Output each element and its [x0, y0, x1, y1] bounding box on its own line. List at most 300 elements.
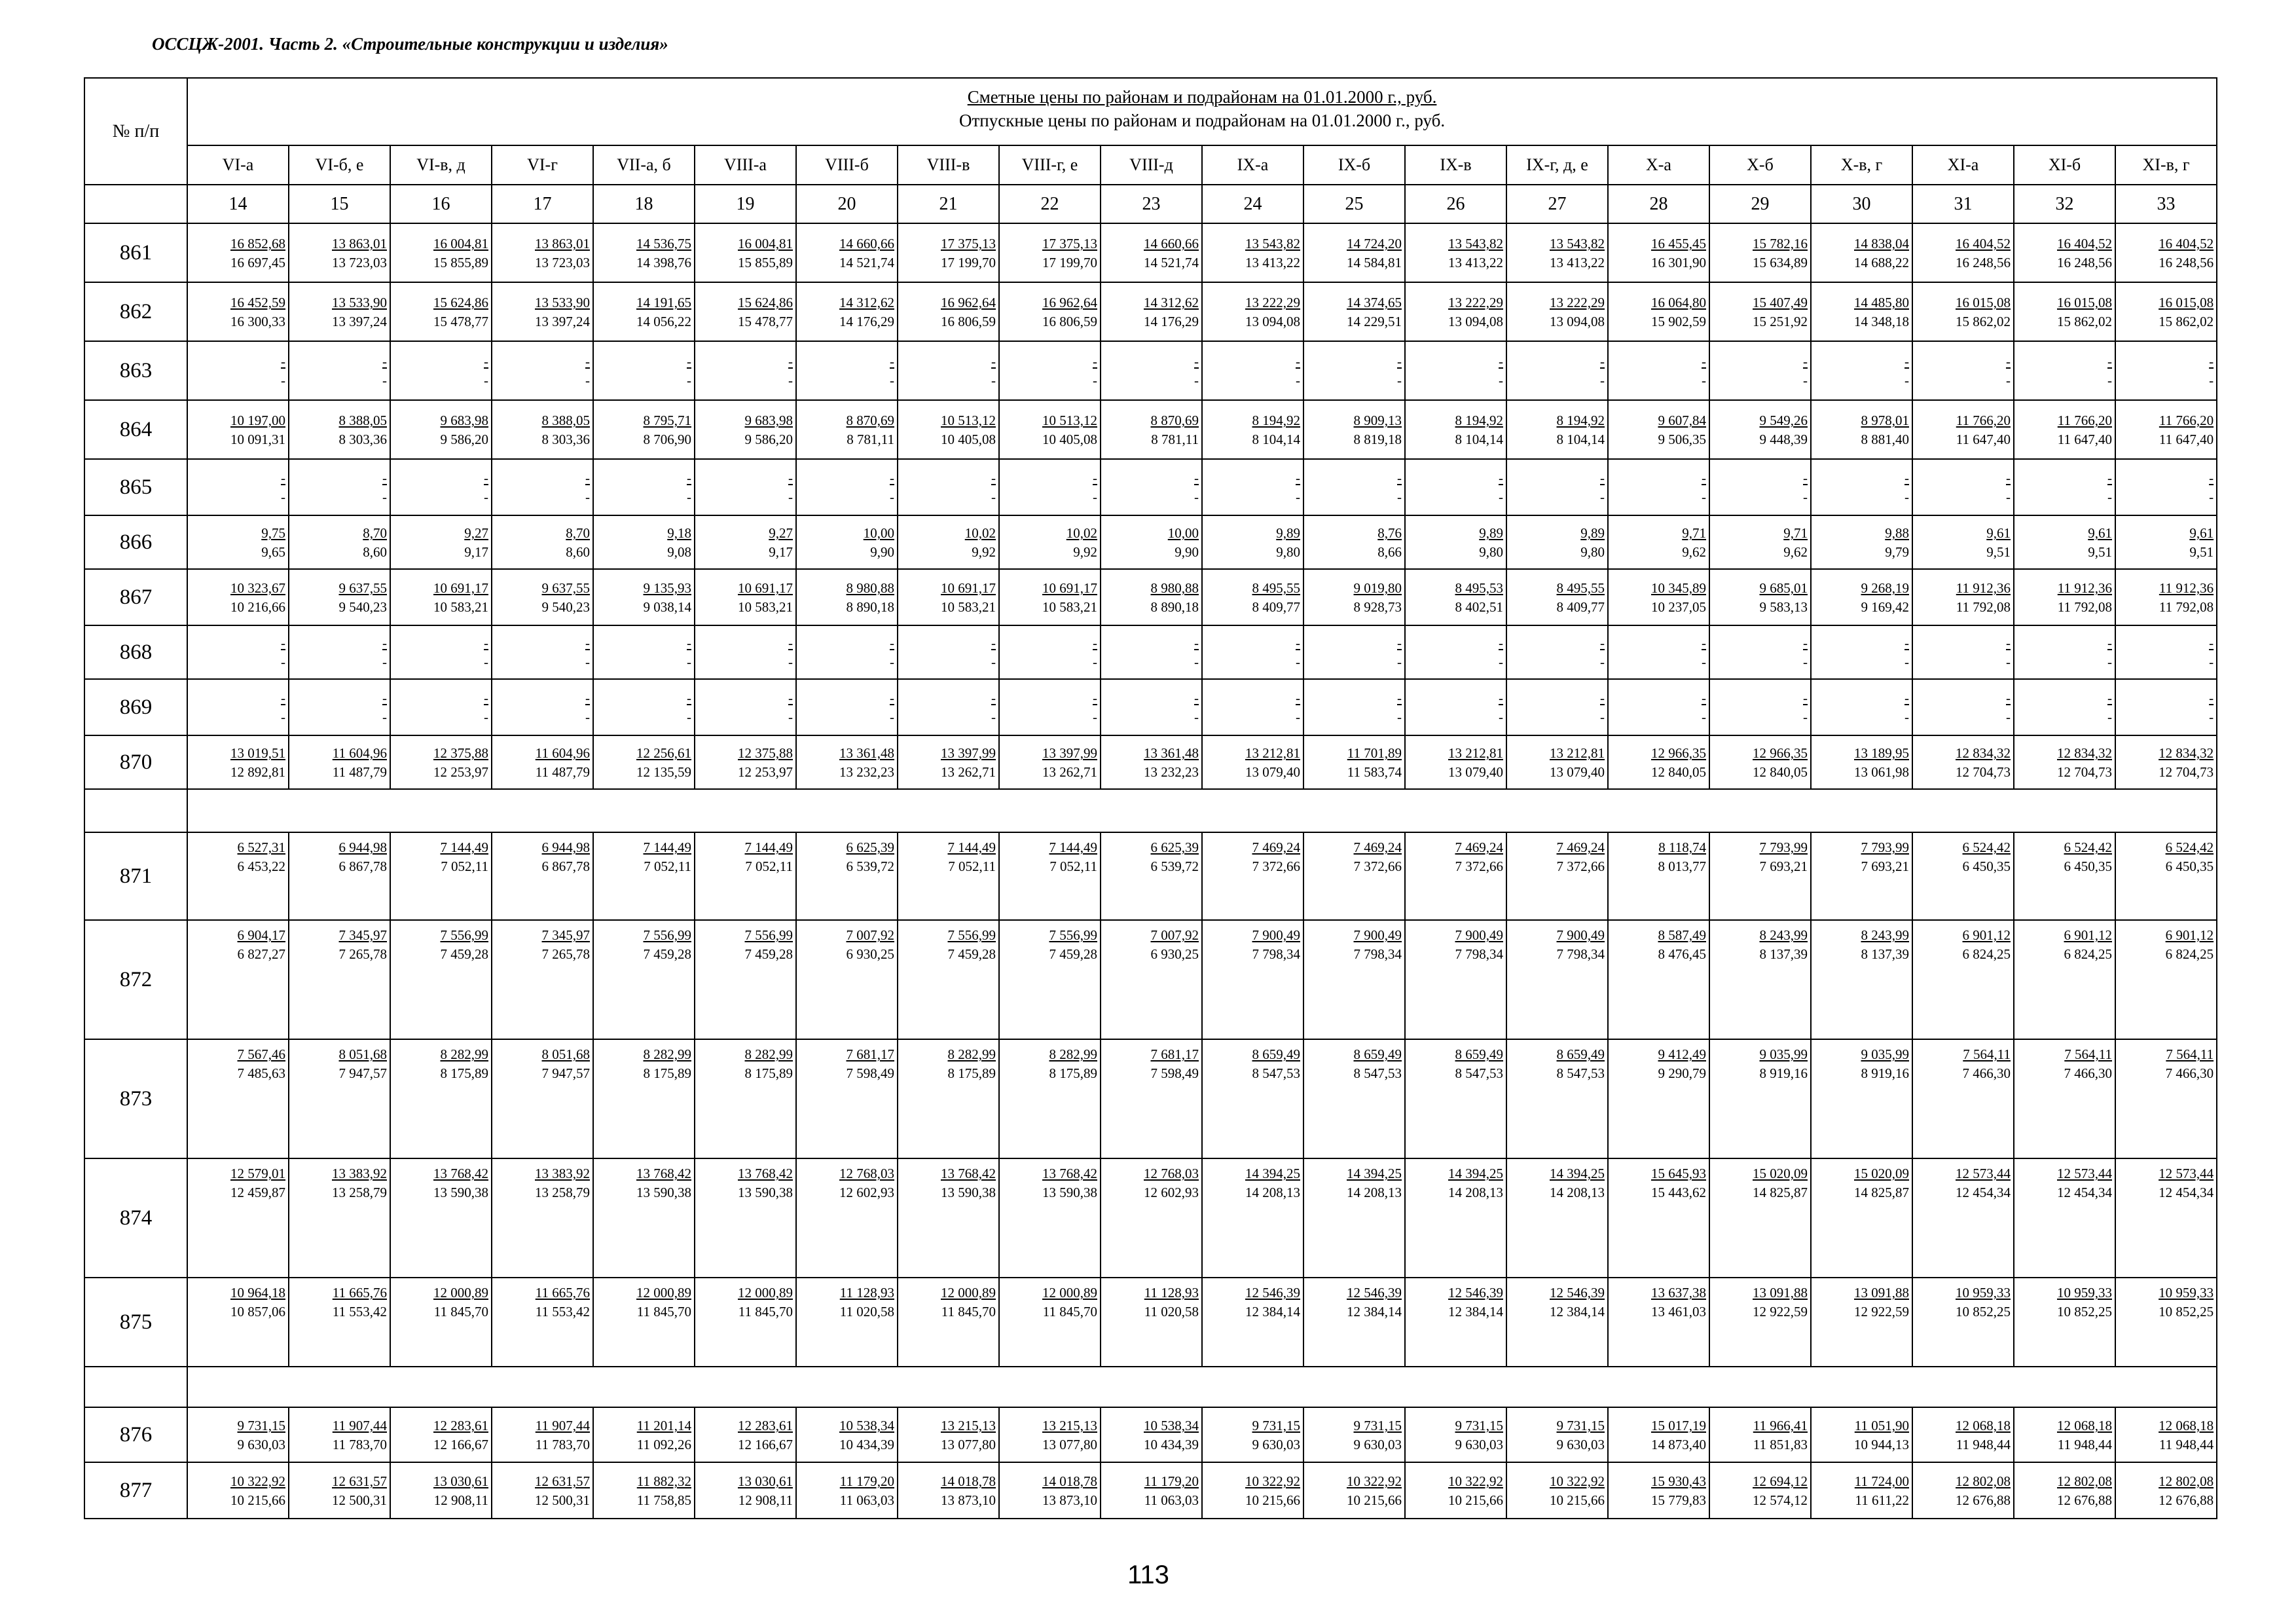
price-cell — [2115, 679, 2217, 735]
price-cell — [1709, 569, 1811, 625]
estimate-price: 12 768,03 — [839, 1166, 894, 1181]
column-number: 29 — [1709, 185, 1811, 223]
estimate-price: 8 282,99 — [440, 1046, 488, 1062]
release-price: - — [2209, 489, 2214, 505]
estimate-price: 7 564,11 — [2166, 1046, 2214, 1062]
price-cell — [1101, 625, 1202, 679]
estimate-price: - — [585, 635, 590, 651]
estimate-price: - — [890, 635, 894, 651]
release-price: 8 547,53 — [1353, 1065, 1402, 1081]
price-cell — [390, 223, 492, 282]
release-price: 7 466,30 — [1962, 1065, 2011, 1081]
release-price: - — [1397, 709, 1402, 725]
price-cell — [1101, 515, 1202, 569]
release-price: 11 647,40 — [2057, 432, 2112, 447]
price-cell — [593, 569, 695, 625]
price-cell — [593, 920, 695, 1039]
release-price: - — [382, 709, 387, 725]
release-price: 13 262,71 — [1042, 764, 1097, 780]
estimate-price: 8 978,01 — [1861, 413, 1909, 428]
price-cell — [492, 282, 593, 341]
release-price: 9 630,03 — [1252, 1437, 1300, 1452]
release-price: - — [1194, 654, 1199, 670]
price-cell — [1811, 515, 1912, 569]
estimate-price: 8 659,49 — [1455, 1046, 1503, 1062]
separator-cell — [187, 789, 2217, 832]
estimate-price: 13 212,81 — [1550, 745, 1605, 761]
release-price: 13 413,22 — [1245, 255, 1300, 270]
row-number: 872 — [84, 920, 187, 1039]
release-price: 9 630,03 — [1556, 1437, 1605, 1452]
column-number: 19 — [695, 185, 796, 223]
release-price: 6 539,72 — [1150, 858, 1199, 874]
price-cell — [593, 282, 695, 341]
price-cell — [390, 515, 492, 569]
price-cell — [593, 1278, 695, 1367]
estimate-price: 10 964,18 — [230, 1285, 285, 1301]
column-number: 20 — [796, 185, 898, 223]
region-header: VIII-г, е — [999, 145, 1101, 185]
price-cell — [695, 832, 796, 920]
release-price: 6 867,78 — [541, 858, 590, 874]
estimate-price: 13 397,99 — [1042, 745, 1097, 761]
release-price: 9 540,23 — [338, 599, 387, 615]
release-price: 10 405,08 — [1042, 432, 1097, 447]
release-price: - — [991, 373, 996, 388]
estimate-price: - — [1499, 470, 1503, 486]
release-price: 13 094,08 — [1245, 314, 1300, 329]
release-price: 13 873,10 — [941, 1492, 996, 1508]
price-cell — [1202, 400, 1303, 459]
release-price: 11 851,83 — [1753, 1437, 1808, 1452]
price-cell — [1405, 459, 1506, 515]
release-price: 8 919,16 — [1759, 1065, 1808, 1081]
price-cell — [1506, 1039, 1608, 1158]
estimate-price: 13 383,92 — [332, 1166, 387, 1181]
estimate-price: 8 980,88 — [1150, 580, 1199, 596]
estimate-price: 7 900,49 — [1252, 927, 1300, 943]
price-cell — [2014, 282, 2115, 341]
release-price: 12 454,34 — [2057, 1185, 2112, 1200]
price-cell — [1303, 459, 1405, 515]
release-price: - — [484, 709, 488, 725]
column-number: 23 — [1101, 185, 1202, 223]
price-cell — [593, 832, 695, 920]
price-cell — [2014, 625, 2115, 679]
estimate-price: 7 469,24 — [1353, 840, 1402, 855]
price-cell — [1811, 735, 1912, 789]
price-cell — [1608, 569, 1709, 625]
price-cell — [1608, 515, 1709, 569]
price-cell — [1405, 341, 1506, 400]
release-price: 15 855,89 — [738, 255, 793, 270]
estimate-price: - — [1093, 635, 1097, 651]
price-cell — [695, 569, 796, 625]
price-cell — [1202, 1462, 1303, 1519]
table-row — [84, 569, 2217, 625]
release-price: - — [1904, 654, 1909, 670]
price-cell — [796, 1158, 898, 1278]
estimate-price: 12 966,35 — [1753, 745, 1808, 761]
estimate-price: 10 691,17 — [1042, 580, 1097, 596]
estimate-price: 12 834,32 — [2159, 745, 2214, 761]
release-price: - — [281, 373, 285, 388]
release-price: 6 824,25 — [2064, 946, 2112, 962]
table-row — [84, 1407, 2217, 1462]
estimate-price: 9 268,19 — [1861, 580, 1909, 596]
price-cell — [999, 1158, 1101, 1278]
estimate-price: 9 685,01 — [1759, 580, 1808, 596]
release-price: 16 248,56 — [2057, 255, 2112, 270]
estimate-price: - — [382, 470, 387, 486]
price-cell — [695, 400, 796, 459]
release-price: 16 248,56 — [1956, 255, 2011, 270]
release-price: 9 540,23 — [541, 599, 590, 615]
estimate-price: 8,70 — [363, 525, 387, 541]
estimate-price: 13 361,48 — [1144, 745, 1199, 761]
release-price: 7 052,11 — [948, 858, 996, 874]
price-cell — [1202, 1278, 1303, 1367]
price-cell — [1101, 735, 1202, 789]
estimate-price: 16 015,08 — [2159, 295, 2214, 310]
column-number: 26 — [1405, 185, 1506, 223]
release-price: 13 590,38 — [941, 1185, 996, 1200]
table-row — [84, 1158, 2217, 1278]
estimate-price: 10,02 — [1066, 525, 1097, 541]
release-price: 10 216,66 — [230, 599, 285, 615]
release-price: 6 930,25 — [846, 946, 894, 962]
release-price: 12 253,97 — [738, 764, 793, 780]
estimate-price: 7 556,99 — [440, 927, 488, 943]
price-cell — [796, 282, 898, 341]
estimate-price: 7 793,99 — [1759, 840, 1808, 855]
estimate-price: 12 000,89 — [1042, 1285, 1097, 1301]
price-cell — [187, 735, 289, 789]
release-price: - — [890, 489, 894, 505]
price-cell — [1405, 223, 1506, 282]
price-cell — [492, 1407, 593, 1462]
estimate-price: 10 322,92 — [1448, 1473, 1503, 1489]
estimate-price: 13 637,38 — [1651, 1285, 1706, 1301]
price-cell — [1405, 400, 1506, 459]
release-price: - — [1600, 489, 1605, 505]
estimate-price: 6 901,12 — [2064, 927, 2112, 943]
price-cell — [796, 1407, 898, 1462]
estimate-price: 11 128,93 — [1144, 1285, 1199, 1301]
release-price: 8 104,14 — [1556, 432, 1605, 447]
estimate-price: - — [991, 470, 996, 486]
price-cell — [1202, 223, 1303, 282]
release-price: 9,79 — [1885, 544, 1909, 560]
release-price: 14 398,76 — [636, 255, 691, 270]
release-price: 15 862,02 — [2057, 314, 2112, 329]
release-price: 16 806,59 — [941, 314, 996, 329]
release-price: 11 948,44 — [1956, 1437, 2011, 1452]
price-cell — [1405, 569, 1506, 625]
release-price: 8 175,89 — [643, 1065, 691, 1081]
price-cell — [1912, 223, 2014, 282]
estimate-price: 9 731,15 — [237, 1418, 285, 1433]
price-cell — [1202, 569, 1303, 625]
price-cell — [898, 679, 999, 735]
release-price: 7 947,57 — [338, 1065, 387, 1081]
estimate-price: 10 323,67 — [230, 580, 285, 596]
price-cell — [187, 1158, 289, 1278]
release-price: 12 459,87 — [230, 1185, 285, 1200]
release-price: - — [687, 709, 691, 725]
price-cell — [695, 735, 796, 789]
estimate-price: - — [1093, 690, 1097, 706]
release-price: 6 930,25 — [1150, 946, 1199, 962]
estimate-price: 8 795,71 — [643, 413, 691, 428]
estimate-price: 7 007,92 — [1150, 927, 1199, 943]
table-row — [84, 223, 2217, 282]
price-cell — [1709, 1407, 1811, 1462]
price-cell — [898, 459, 999, 515]
price-cell — [1912, 1407, 2014, 1462]
release-price: 9,51 — [1986, 544, 2011, 560]
region-header: VII-а, б — [593, 145, 695, 185]
estimate-price: - — [281, 635, 285, 651]
table-row — [84, 459, 2217, 515]
release-price: 9,90 — [1175, 544, 1199, 560]
estimate-price: 7 564,11 — [2064, 1046, 2112, 1062]
estimate-price: - — [1904, 690, 1909, 706]
release-price: - — [1904, 709, 1909, 725]
price-cell — [898, 735, 999, 789]
estimate-price: - — [1093, 470, 1097, 486]
estimate-price: 8 870,69 — [846, 413, 894, 428]
estimate-price: 8,70 — [566, 525, 590, 541]
estimate-price: 8 243,99 — [1759, 927, 1808, 943]
release-price: 12 892,81 — [230, 764, 285, 780]
estimate-price: 11 882,32 — [636, 1473, 691, 1489]
price-cell — [999, 625, 1101, 679]
estimate-price: 12 068,18 — [2159, 1418, 2214, 1433]
release-price: - — [382, 489, 387, 505]
release-price: 13 461,03 — [1651, 1304, 1706, 1320]
price-cell — [593, 1039, 695, 1158]
release-price: - — [1904, 373, 1909, 388]
estimate-price: - — [382, 690, 387, 706]
price-cell — [1709, 625, 1811, 679]
release-price: 17 199,70 — [1042, 255, 1097, 270]
release-price: 15 862,02 — [1956, 314, 2011, 329]
price-cell — [2115, 735, 2217, 789]
separator-cell — [187, 1367, 2217, 1407]
estimate-price: 12 802,08 — [2057, 1473, 2112, 1489]
release-price: 8,60 — [566, 544, 590, 560]
release-price: - — [991, 709, 996, 725]
release-price: - — [484, 373, 488, 388]
price-cell — [898, 1462, 999, 1519]
release-price: 6 450,35 — [1962, 858, 2011, 874]
release-price: 12 704,73 — [2159, 764, 2214, 780]
release-price: - — [281, 654, 285, 670]
price-cell — [492, 459, 593, 515]
estimate-price: 12 573,44 — [2057, 1166, 2112, 1181]
release-price: 8 890,18 — [846, 599, 894, 615]
price-cell — [593, 735, 695, 789]
price-cell — [1202, 1039, 1303, 1158]
estimate-price: - — [484, 635, 488, 651]
price-cell — [1506, 679, 1608, 735]
release-price: - — [1093, 489, 1097, 505]
estimate-price: - — [1702, 354, 1706, 369]
release-price: 9,51 — [2088, 544, 2112, 560]
estimate-price: 13 397,99 — [941, 745, 996, 761]
estimate-price: 14 838,04 — [1854, 236, 1909, 251]
estimate-price: - — [788, 354, 793, 369]
row-number: 876 — [84, 1407, 187, 1462]
estimate-price: 12 283,61 — [433, 1418, 488, 1433]
estimate-price: - — [1499, 690, 1503, 706]
estimate-price: - — [1600, 635, 1605, 651]
price-cell — [1608, 1278, 1709, 1367]
price-cell — [898, 341, 999, 400]
estimate-price: 12 000,89 — [941, 1285, 996, 1301]
release-price: 12 676,88 — [1956, 1492, 2011, 1508]
release-price: 11 845,70 — [738, 1304, 793, 1320]
table-title — [187, 78, 2217, 145]
price-cell — [1608, 1462, 1709, 1519]
release-price: 13 077,80 — [941, 1437, 996, 1452]
release-price: 11 792,08 — [1956, 599, 2011, 615]
release-price: - — [2209, 373, 2214, 388]
column-number: 15 — [289, 185, 390, 223]
price-cell — [289, 515, 390, 569]
estimate-price: 8 194,92 — [1556, 413, 1605, 428]
estimate-price: - — [1702, 690, 1706, 706]
estimate-price: 11 724,00 — [1854, 1473, 1909, 1489]
estimate-price: 8 194,92 — [1252, 413, 1300, 428]
release-price: 7 693,21 — [1759, 858, 1808, 874]
estimate-price: - — [382, 635, 387, 651]
price-cell — [999, 832, 1101, 920]
column-number-blank — [84, 185, 187, 223]
estimate-price: 8 909,13 — [1353, 413, 1402, 428]
price-cell — [1709, 1278, 1811, 1367]
estimate-price: - — [1296, 635, 1300, 651]
price-cell — [390, 341, 492, 400]
release-price: - — [1702, 654, 1706, 670]
estimate-price: - — [484, 690, 488, 706]
release-price: 15 902,59 — [1651, 314, 1706, 329]
price-cell — [898, 1407, 999, 1462]
release-price: 13 077,80 — [1042, 1437, 1097, 1452]
estimate-price: 10 513,12 — [1042, 413, 1097, 428]
release-price: - — [991, 489, 996, 505]
price-cell — [492, 1278, 593, 1367]
estimate-price: - — [1803, 690, 1808, 706]
release-price: 8 303,36 — [541, 432, 590, 447]
estimate-price: 9 607,84 — [1658, 413, 1706, 428]
estimate-price: - — [1397, 354, 1402, 369]
estimate-price: 11 912,36 — [2057, 580, 2112, 596]
price-cell — [2014, 679, 2115, 735]
estimate-price: 11 201,14 — [636, 1418, 691, 1433]
price-cell — [492, 735, 593, 789]
price-cell — [1202, 515, 1303, 569]
region-header-row — [84, 145, 2217, 185]
price-cell — [1303, 1158, 1405, 1278]
release-price: - — [2209, 709, 2214, 725]
estimate-price: 13 189,95 — [1854, 745, 1909, 761]
estimate-price: 13 361,48 — [839, 745, 894, 761]
price-cell — [999, 1407, 1101, 1462]
release-price: 8 402,51 — [1455, 599, 1503, 615]
price-cell — [2014, 1462, 2115, 1519]
estimate-price: 12 546,39 — [1245, 1285, 1300, 1301]
release-price: 7 598,49 — [846, 1065, 894, 1081]
price-cell — [1405, 832, 1506, 920]
estimate-price: 6 904,17 — [237, 927, 285, 943]
estimate-price: 16 455,45 — [1651, 236, 1706, 251]
price-cell — [1506, 832, 1608, 920]
release-price: 11 020,58 — [839, 1304, 894, 1320]
estimate-price: 7 900,49 — [1455, 927, 1503, 943]
price-cell — [1202, 341, 1303, 400]
estimate-price: 13 030,61 — [433, 1473, 488, 1489]
price-cell — [898, 515, 999, 569]
estimate-price: 12 283,61 — [738, 1418, 793, 1433]
price-cell — [390, 1158, 492, 1278]
price-cell — [1811, 625, 1912, 679]
release-price: 8 919,16 — [1861, 1065, 1909, 1081]
release-price: 12 704,73 — [2057, 764, 2112, 780]
estimate-price: - — [788, 690, 793, 706]
release-price: 14 521,74 — [1144, 255, 1199, 270]
price-cell — [1202, 625, 1303, 679]
release-price: 8 303,36 — [338, 432, 387, 447]
price-cell — [593, 679, 695, 735]
estimate-price: - — [1600, 690, 1605, 706]
release-price: 13 590,38 — [738, 1185, 793, 1200]
release-price: 7 466,30 — [2064, 1065, 2112, 1081]
release-price: 12 384,14 — [1550, 1304, 1605, 1320]
price-cell — [187, 400, 289, 459]
estimate-price: 13 215,13 — [1042, 1418, 1097, 1433]
estimate-price: 9,71 — [1682, 525, 1706, 541]
row-number: 870 — [84, 735, 187, 789]
release-price: 7 052,11 — [745, 858, 793, 874]
price-cell — [390, 735, 492, 789]
estimate-price: - — [2006, 470, 2011, 486]
estimate-price: 12 546,39 — [1550, 1285, 1605, 1301]
release-price: - — [1296, 654, 1300, 670]
estimate-price: - — [991, 354, 996, 369]
price-cell — [2115, 341, 2217, 400]
release-price: 11 758,85 — [636, 1492, 691, 1508]
release-price: 6 539,72 — [846, 858, 894, 874]
column-number: 30 — [1811, 185, 1912, 223]
release-price: - — [1499, 373, 1503, 388]
release-price: 7 798,34 — [1353, 946, 1402, 962]
table-row — [84, 1278, 2217, 1367]
price-cell — [289, 625, 390, 679]
price-cell — [695, 1462, 796, 1519]
release-price: 14 208,13 — [1550, 1185, 1605, 1200]
release-price: 8 881,40 — [1861, 432, 1909, 447]
estimate-price: 9,27 — [464, 525, 488, 541]
price-cell — [187, 341, 289, 400]
release-price: - — [890, 654, 894, 670]
release-price: 11 487,79 — [332, 764, 387, 780]
release-price: 15 855,89 — [433, 255, 488, 270]
release-price: - — [1397, 373, 1402, 388]
estimate-price: 15 930,43 — [1651, 1473, 1706, 1489]
price-cell — [1709, 832, 1811, 920]
